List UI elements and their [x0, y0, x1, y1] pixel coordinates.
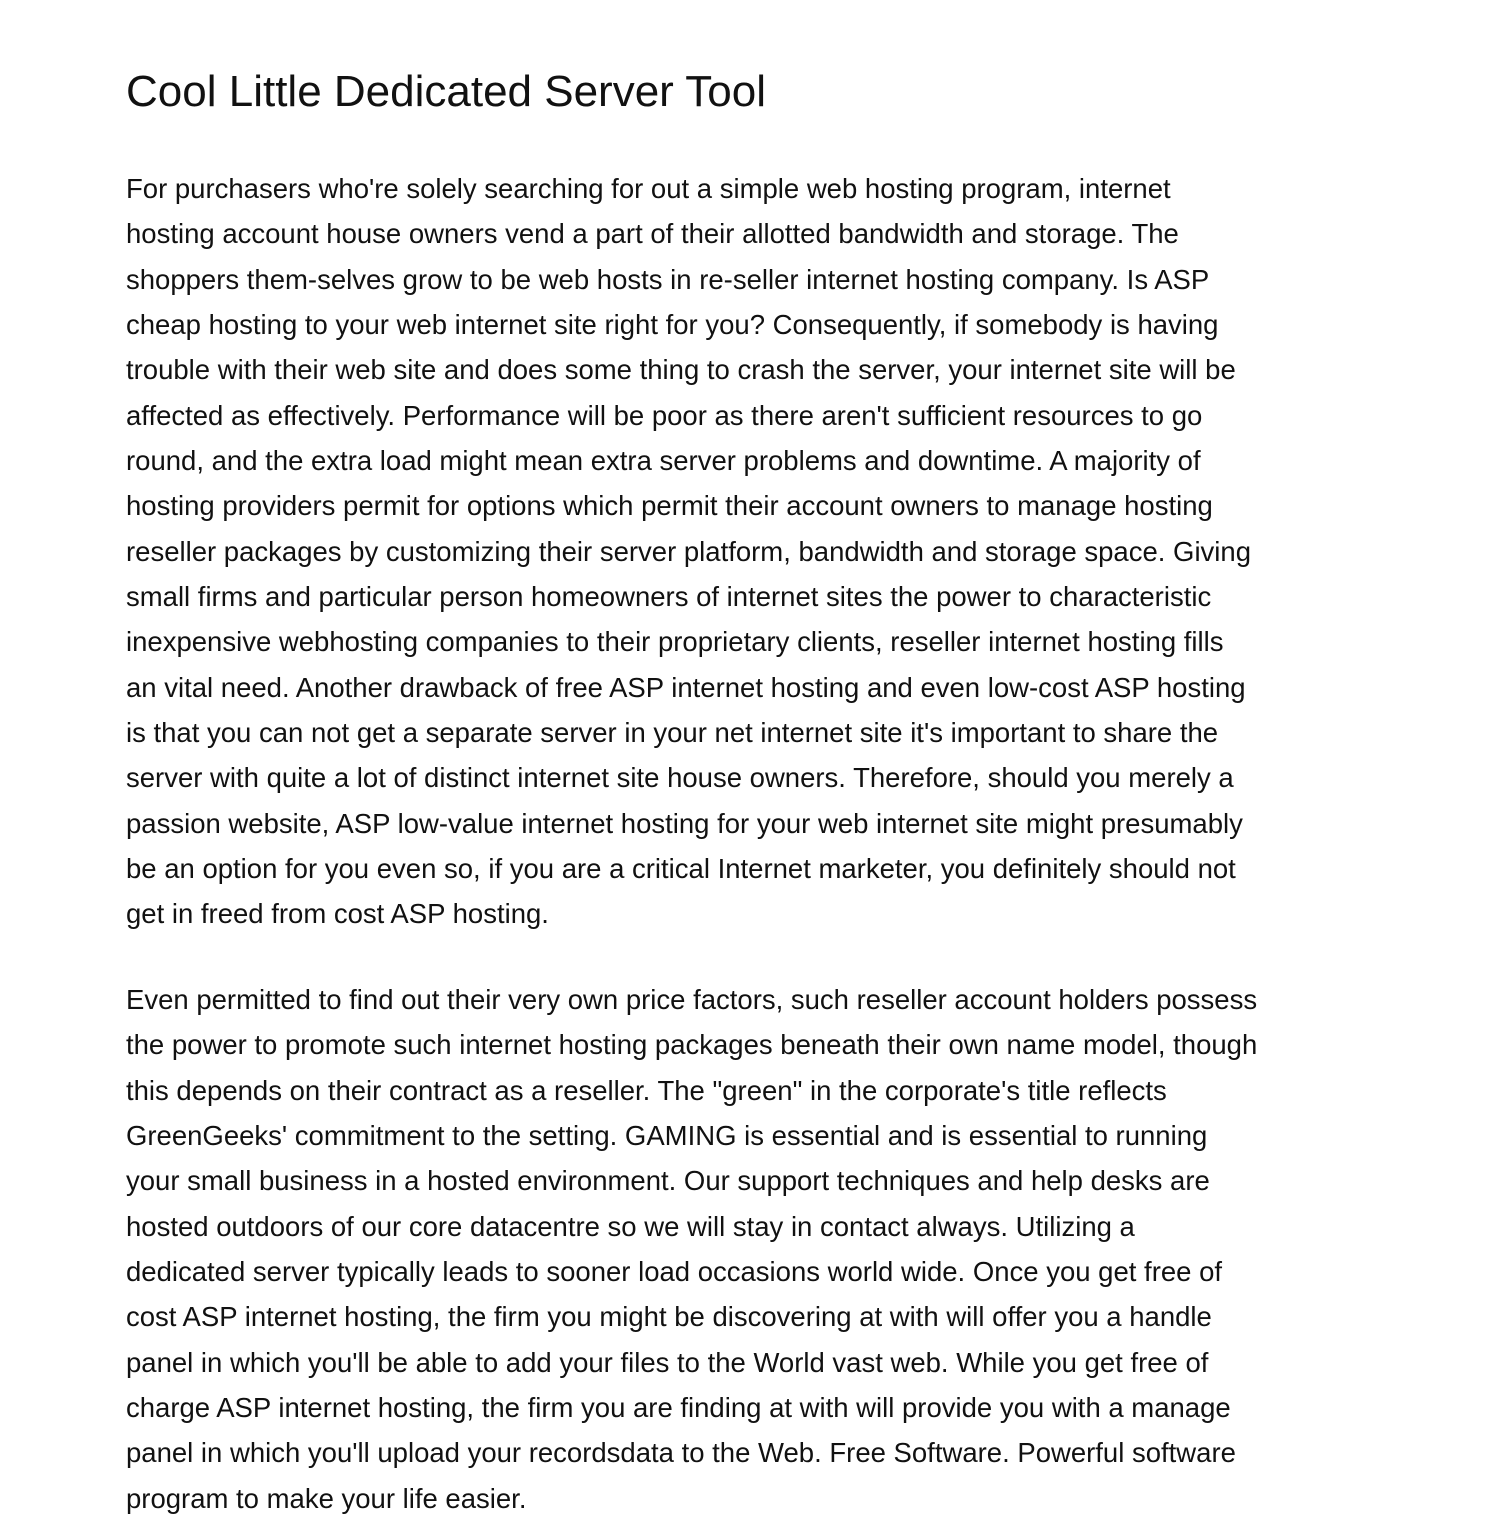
- text-line: cheap hosting to your web internet site right for you? Consequently, if somebody is having: [126, 308, 1219, 340]
- text-line: this depends on their contract as a reseller. The "green" in the corporate's title reflects: [126, 1074, 1167, 1106]
- paragraph-2: [126, 977, 1406, 1521]
- text-line: reseller packages by customizing their server platform, bandwidth and storage space. Giving: [126, 535, 1252, 567]
- text-line: cost ASP internet hosting, the firm you might be discovering at with will offer you a handle: [126, 1301, 1212, 1333]
- text-line: program to make your life easier.: [126, 1482, 527, 1514]
- text-line: passion website, ASP low-value internet hosting for your web internet site might presumably: [126, 807, 1243, 839]
- text-line: round, and the extra load might mean extra server problems and downtime. A majority of: [126, 444, 1201, 476]
- text-line: GreenGeeks' commitment to the setting. GAMING is essential and is essential to running: [126, 1119, 1208, 1151]
- text-line: the power to promote such internet hosting packages beneath their own name model, though: [126, 1029, 1258, 1061]
- text-line: panel in which you'll upload your recordsdata to the Web. Free Software. Powerful software: [126, 1437, 1236, 1469]
- text-line: charge ASP internet hosting, the firm you are finding at with will provide you with a manage: [126, 1391, 1231, 1423]
- text-line: shoppers them-selves grow to be web hosts in re-seller internet hosting company. Is ASP: [126, 263, 1210, 295]
- text-line: is that you can not get a separate server in your net internet site it's important to share the: [126, 716, 1219, 748]
- text-line: panel in which you'll be able to add your files to the World vast web. While you get free of: [126, 1346, 1209, 1378]
- text-line: your small business in a hosted environment. Our support techniques and help desks are: [126, 1165, 1210, 1197]
- text-line: For purchasers who're solely searching for out a simple web hosting program, internet: [126, 173, 1171, 204]
- text-line: affected as effectively. Performance will be poor as there aren't sufficient resources to go: [126, 399, 1203, 431]
- text-line: server with quite a lot of distinct internet site house owners. Therefore, should you merely a: [126, 762, 1234, 794]
- text-line: inexpensive webhosting companies to their proprietary clients, reseller internet hosting fills: [126, 626, 1224, 658]
- text-line: small firms and particular person homeowners of internet sites the power to characteristic: [126, 580, 1212, 612]
- page-title: Cool Little Dedicated Server Tool: [126, 67, 766, 116]
- text-line: trouble with their web site and does some thing to crash the server, your internet site will be: [126, 354, 1236, 386]
- text-line: hosting account house owners vend a part of their allotted bandwidth and storage. The: [126, 218, 1179, 250]
- text-line: be an option for you even so, if you are a critical Internet marketer, you definitely should not: [126, 852, 1236, 884]
- text-line: get in freed from cost ASP hosting.: [126, 898, 549, 930]
- paragraph-1: [126, 166, 1406, 937]
- text-line: hosting providers permit for options which permit their account owners to manage hosting: [126, 490, 1213, 522]
- text-line: an vital need. Another drawback of free ASP internet hosting and even low-cost ASP hosting: [126, 671, 1246, 703]
- text-line: hosted outdoors of our core datacentre so we will stay in contact always. Utilizing a: [126, 1210, 1135, 1242]
- text-line: dedicated server typically leads to sooner load occasions world wide. Once you get free of: [126, 1255, 1223, 1287]
- text-line: Even permitted to find out their very own price factors, such reseller account holders possess: [126, 984, 1258, 1015]
